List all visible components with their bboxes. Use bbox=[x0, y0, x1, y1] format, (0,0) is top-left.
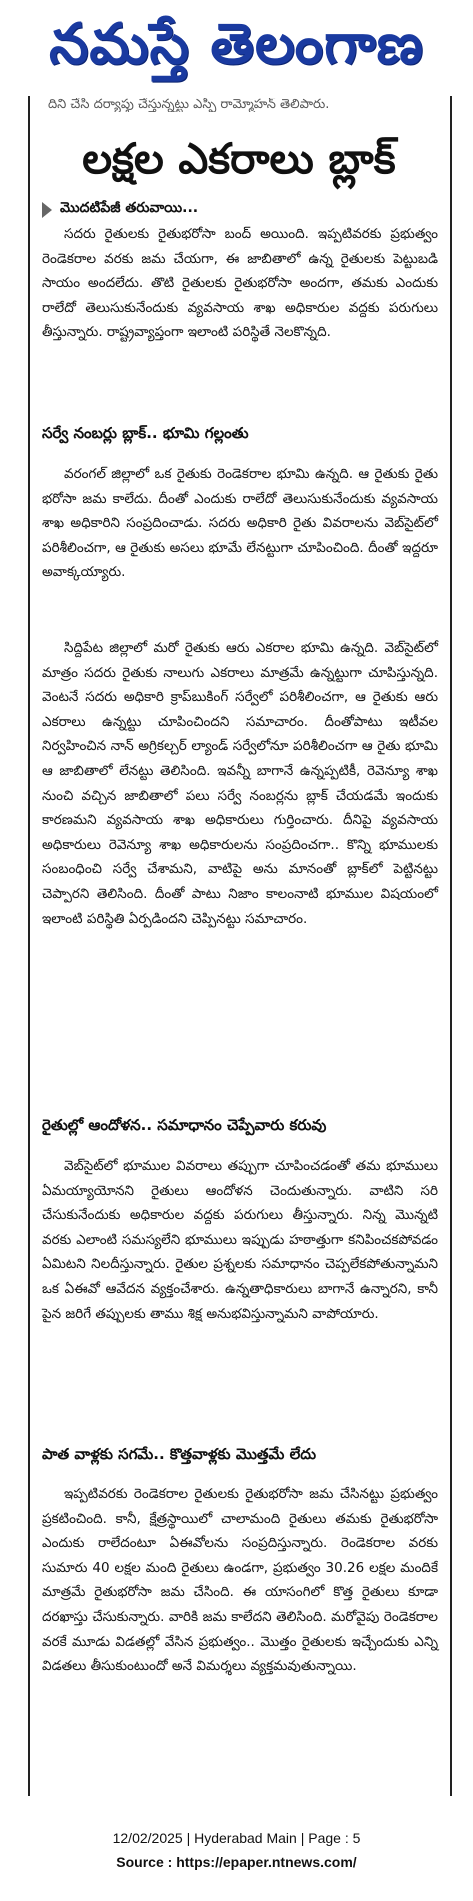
paragraph-text: ఇప్పటివరకు రెండెకరాల రైతులకు రైతుభరోసా జమ చేసినట్టు ప్రభుత్వం ప్రకటించింది. కానీ, క్షేత్రస్థాయిలో చాలామంది రైతులు తమకు రైతుభరోసా ఎందుకు రాలేదంటూ ఏఈవోలను సంప్రదిస్తున్నారు. రెండెకరాల వరకు సుమారు 40 లక్షల మంది రైతులు ఉండగా, ప్రభుత్వం 30.26 లక్షల మందికే మాత్రమే రైతుభరోసా జమ చేసింది. ఈ యాసంగిలో కొత్త రైతులు కూడా దరఖాస్తు చేసుకున్నారు. వారికి జమ కాలేదని తెలిసింది. మరోవైపు రెండెకరాల వరకే మూడు విడతల్లో వేసిన ప్రభుత్వం.. మొత్తం రైతులకు ఇచ్చేందుకు ఎన్ని విడతలు తీసుకుంటుందో అనే విమర్శలు వ్యక్తమవుతున్నాయి. bbox=[42, 1486, 438, 1675]
newspaper-logo: నమస్తే తెలంగాణ bbox=[49, 11, 424, 77]
paragraph-3 bbox=[42, 636, 438, 931]
date-edition-line: 12/02/2025 | Hyderabad Main | Page : 5 bbox=[112, 1830, 361, 1846]
paragraph-1 bbox=[42, 222, 438, 345]
subhead-survey-numbers: సర్వే నంబర్లు బ్లాక్.. భూమి గల్లంతు bbox=[42, 424, 249, 442]
article-headline: లక్షల ఎకరాలు బ్లాక్ bbox=[82, 134, 396, 183]
epaper-footer bbox=[0, 1826, 473, 1874]
source-link[interactable]: Source : https://epaper.ntnews.com/ bbox=[116, 1854, 357, 1870]
paragraph-2 bbox=[42, 462, 438, 585]
paragraph-text: సిద్దిపేట జిల్లాలో మరో రైతుకు ఆరు ఎకరాల భూమి ఉన్నది. వెబ్‌సైట్‌లో మాత్రం సదరు రైతుకు నాలుగు ఎకరాలు మాత్రమే ఉన్నట్టుగా చూపిస్తున్నది. వెంటనే సదరు అధికారి క్రాప్‌బుకింగ్ సర్వేలో పరిశీలించగా, ఆ రైతుకు ఆరు ఎకరాలు ఉన్నట్టు చూపించిందని సమాచారం. దీంతోపాటు ఇటీవల నిర్వహించిన నాన్ అగ్రికల్చర్ ల్యాండ్ సర్వేలోనూ పరిశీలించగా ఆ రైతు భూమి ఆ జాబితాలో లేనట్టు తెలిసింది. ఇవన్నీ బాగానే ఉన్నప్పటికీ, రెవెన్యూ శాఖ నుంచి వచ్చిన జాబితాలో పలు సర్వే నంబర్లను బ్లాక్ చేయడమే ఇందుకు కారణమని వ్యవసాయ శాఖ అధికారులు గుర్తించారు. దీనిపై వ్యవసాయ అధికారులు రెవెన్యూ శాఖ అధికారులను సంప్రదించగా.. కొన్ని భూములకు సంబంధించి సర్వే చేశామని, వాటిపై అను మానంతో బ్లాక్‌లో పెట్టినట్టు చెప్పారని తెలిసింది. దీంతో పాటు నిజాం కాలంనాటి భూముల విషయంలో ఇలాంటి పరిస్థితి ఏర్పడిందని చెప్పినట్టు సమాచారం. bbox=[42, 640, 438, 927]
subhead-farmers-worry: రైతుల్లో ఆందోళన.. సమాధానం చెప్పేవారు కరువు bbox=[42, 1116, 327, 1134]
paragraph-text: వెబ్‌సైట్‌లో భూముల వివరాలు తప్పుగా చూపించడంతో తమ భూములు ఏమయ్యాయోనని రైతులు ఆందోళన చెందుతున్నారు. వాటిని సరి చేసుకునేందుకు అధికారుల వద్దకు పరుగులు తీస్తున్నారు. నిన్న మొన్నటి వరకు ఎలాంటి సమస్యలేని భూములు ఇప్పుడు హఠాత్తుగా కనిపించకపోవడం ఏమిటని నిలదీస్తున్నారు. రైతుల ప్రశ్నలకు సమాధానం చెప్పలేకపోతున్నామని ఒక ఏఈవో ఆవేదన వ్యక్తంచేశారు. ఉన్నతాధికారులు బాగానే ఉన్నారని, కానీ పైన జరిగే తప్పులకు తాము శిక్ష అనుభవిస్తున్నామని వాపోయారు. bbox=[42, 1158, 438, 1322]
subhead-old-new: పాత వాళ్లకు సగమే.. కొత్తవాళ్లకు మొత్తమే లేదు bbox=[42, 1445, 317, 1463]
masthead bbox=[0, 0, 473, 96]
paragraph-text: సదరు రైతులకు రైతుభరోసా బంద్ అయింది. ఇప్పటివరకు ప్రభుత్వం రెండెకరాల వరకు జమ చేయగా, ఈ జాబితాలో ఉన్న రైతులకు పెట్టుబడి సాయం అందలేదు. తొటి రైతులకు రైతుభరోసా అందగా, తమకు ఎందుకు రాలేదో తెలుసుకునేందుకు వ్యవసాయ శాఖ అధికారుల వద్దకు పరుగులు తీస్తున్నారు. రాష్ట్రవ్యాప్తంగా ఇలాంటి పరిస్థితే నెలకొన్నది. bbox=[42, 226, 438, 341]
paragraph-5 bbox=[42, 1482, 438, 1679]
continuation-kicker bbox=[42, 199, 432, 219]
previous-article-cut-line: దిని చేసి దర్యాప్తు చేస్తున్నట్టు ఎస్పీ రామ్మోహన్ తెలిపారు. bbox=[48, 98, 330, 112]
kicker-text: మొదటిపేజీ తరువాయి... bbox=[60, 200, 199, 216]
arrow-icon bbox=[42, 202, 52, 218]
paragraph-text: వరంగల్ జిల్లాలో ఒక రైతుకు రెండెకరాల భూమి ఉన్నది. ఆ రైతుకు రైతు భరోసా జమ కాలేదు. దీంతో ఎందుకు రాలేదో తెలుసుకునేందుకు వ్యవసాయ శాఖ అధికారిని సంప్రదించాడు. సదరు అధికారి రైతు వివరాలను వెబ్‌సైట్‌లో పరిశీలించగా, ఆ రైతుకు అసలు భూమే లేనట్టుగా చూపించింది. దీంతో ఇద్దరూ అవాక్కయ్యారు. bbox=[42, 466, 438, 581]
paragraph-4 bbox=[42, 1154, 438, 1326]
